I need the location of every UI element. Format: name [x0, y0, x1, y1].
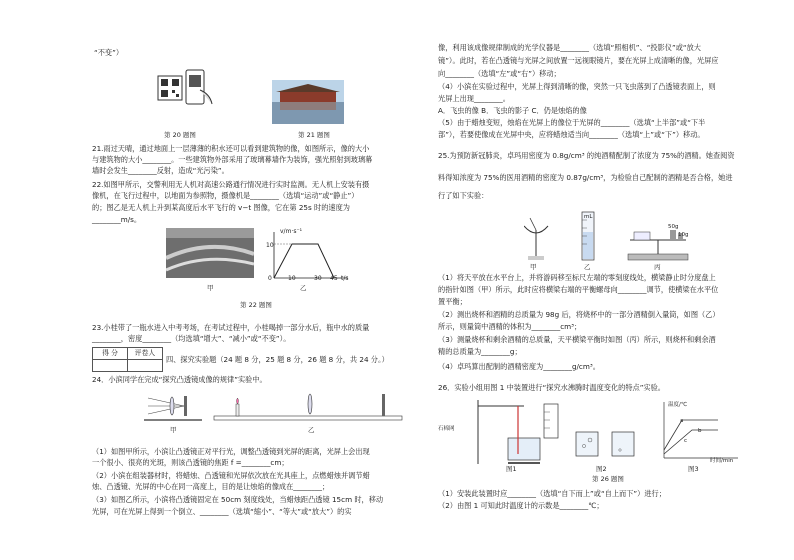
- graph3-curve-label: a: [680, 418, 684, 424]
- question-25-4: （4）卓玛算出配制的酒精密度为________g/cm³。: [438, 362, 600, 371]
- question-24-2: （2）小滨在组装器材时，将蜡烛、凸透镜和光屏依次放在光具座上，点燃蜡烛并调节蜡: [92, 471, 370, 480]
- figure-caption: 第 26 题图: [592, 475, 624, 483]
- weight-label: 10g: [678, 232, 689, 238]
- velocity-time-graph: [260, 228, 352, 286]
- question-23: 23.小桂带了一瓶水进入中考考场，在考试过程中，小桂喝掉一部分水后，瓶中水的质量: [92, 323, 370, 332]
- text-line: 部”），若要使像成在光屏中央，应将蜡烛适当向________（选填“上”或“下”）移动。: [438, 130, 705, 139]
- figure-caption: 图1: [506, 465, 517, 473]
- question-24-2: 烛、凸透镜、光屏的中心在同一高度上，目的是让烛焰的像成在________；: [92, 482, 330, 491]
- question-25-2: （2）测出烧杯和酒精的总质量为 98g 后，将烧杯中的一部分酒精倒入量筒，如图（乙）: [438, 310, 720, 319]
- label-yi: 乙: [300, 284, 307, 292]
- graph3-curve-label: b: [698, 428, 702, 434]
- text-line: 向________（选填“左”或“右”）移动；: [438, 69, 561, 78]
- reviewer-label: 评卷人: [128, 348, 163, 360]
- question-24-1: 一个很小、很亮的光斑，则该凸透镜的焦距 f =________cm；: [92, 458, 289, 467]
- boiling-experiment-figure: [468, 398, 748, 466]
- question-21: 与建筑物的大小________。一些建筑物外部采用了玻璃幕墙作为装饰，强光照射到玻璃幕: [92, 155, 373, 164]
- score-table: [92, 347, 163, 372]
- label-yi: 乙: [308, 426, 315, 434]
- graph-x-label: t/s: [341, 275, 349, 282]
- palace-reflection-photo: [272, 80, 344, 124]
- text-line: “不变”）: [94, 48, 124, 57]
- score-cell: [93, 360, 128, 372]
- question-25-3: 精的总质量为________g；: [438, 347, 522, 356]
- text-line: 镜”）。此时，若在凸透镜与光屏之间放置一远视眼镜片，要在光屏上成清晰的像，光屏应: [438, 56, 719, 65]
- text-line: （5）由于蜡烛变短，烛焰在光屏上的像位于光屏的________（选填“上半部”或“下半: [438, 118, 706, 127]
- balance-cylinder-figure: [524, 206, 698, 264]
- question-25-1: 置平衡；: [438, 297, 467, 306]
- figure-caption: 第 20 题图: [164, 131, 196, 139]
- question-25: 料得知浓度为 75%的医用酒精的密度为 0.87g/cm³，为检验自己配制的酒精是否合格，她进: [438, 173, 733, 182]
- question-21: 21.雨过天晴，通过地面上一层薄薄的积水还可以看到建筑物的像，如图所示，像的大小: [92, 144, 370, 153]
- question-25-2: 所示，则量筒中酒精的体积为________cm³；: [438, 322, 582, 331]
- section-heading: 四、探究实验题（24 题 8 分，25 题 8 分，26 题 8 分，共 24 分。）: [166, 355, 389, 364]
- question-24-1: （1）如图甲所示，小滨让凸透镜正对平行光，调整凸透镜到光屏的距离，光屏上会出现: [92, 447, 370, 456]
- question-21: 墙时会发生________反射，造成“光污染”。: [92, 166, 229, 175]
- figure-caption: 图3: [688, 465, 699, 473]
- cylinder-unit-label: mL: [584, 214, 593, 220]
- weight-label: 50g: [668, 224, 679, 230]
- question-24-3: （3）如图乙所示，小滨将凸透镜固定在 50cm 刻度线处，当蜡烛距凸透镜 15cm 时，移动: [92, 495, 384, 504]
- label-jia: 甲: [207, 284, 214, 292]
- question-22: 22.如图甲所示，交警利用无人机对高速公路通行情况进行实时监测。无人机上安装有摄: [92, 180, 370, 189]
- figure-caption: 第 21 题图: [298, 131, 330, 139]
- question-22: 的；图乙是无人机上升到某高度后水平飞行的 v−t 图像，它在第 25s 时的速度为: [92, 203, 350, 212]
- graph-tick: 10: [288, 275, 296, 282]
- question-24: 24．小滨同学在完成“探究凸透镜成像的规律”实验中。: [92, 375, 267, 384]
- graph-tick: 30: [314, 275, 322, 282]
- label-jia: 甲: [170, 426, 177, 434]
- question-25: 25.为预防新冠肺炎，卓玛用密度为 0.8g/cm³ 的纯酒精配制了浓度为 75%的酒精。她查阅资: [438, 151, 735, 160]
- graph3-curve-label: c: [684, 438, 688, 444]
- question-26-1: （1）安装此装置时应________（选填“自下而上”或“自上而下”）进行；: [438, 489, 666, 498]
- question-25: 行了如下实验：: [438, 191, 489, 200]
- graph-tick: 10: [266, 242, 274, 249]
- asbestos-label: 石棉网: [438, 426, 455, 432]
- optical-bench-figure: [210, 388, 406, 424]
- qr-phone-image: [156, 68, 216, 108]
- label-bing: 丙: [654, 263, 661, 271]
- options-line: A．飞虫的像 B．飞虫的影子 C．仍是烛焰的像: [438, 106, 587, 115]
- question-25-3: （3）测量烧杯和剩余酒精的总质量，天平横梁平衡时如图（丙）所示，则烧杯和剩余酒: [438, 335, 716, 344]
- graph-tick: 45: [330, 275, 338, 282]
- label-yi: 乙: [584, 263, 591, 271]
- question-24-3: 光屏，可在光屏上得到一个倒立、________（选填“缩小”、“等大”或“放大”）的实: [92, 507, 352, 516]
- question-26-2: （2）由图 1 可知此时温度计的示数是________℃；: [438, 501, 604, 510]
- highway-drone-photo: [166, 228, 254, 278]
- text-line: （4）小滨在实验过程中，光屏上得到清晰的像，突然一只飞虫落到了凸透镜表面上，则: [438, 82, 716, 91]
- question-22: ________m/s。: [92, 215, 142, 224]
- graph3-x-label: 时间/min: [710, 458, 734, 464]
- graph-y-label: v/m·s⁻¹: [280, 228, 303, 235]
- reviewer-cell: [128, 360, 163, 372]
- question-26: 26．实验小组用图 1 中装置进行“探究水沸腾时温度变化的特点”实验。: [438, 383, 665, 392]
- score-label: 得 分: [93, 348, 128, 360]
- text-line: 光屏上出现________。: [438, 94, 510, 103]
- question-25-1: 的指针如图（甲）所示，此时应将横梁右端的平衡螺母向________调节，使横梁在水平位: [438, 285, 719, 294]
- label-jia: 甲: [530, 263, 537, 271]
- graph3-y-label: 温度/℃: [668, 402, 688, 408]
- question-25-1: （1）将天平放在水平台上，并将游码移至标尺左端的零刻度线处，横梁静止时分度盘上: [438, 273, 716, 282]
- figure-caption: 图2: [596, 465, 607, 473]
- text-line: 像，利用该成像规律制成的光学仪器是________（选填“照相机”、“投影仪”或“放大: [438, 43, 701, 52]
- lens-parallel-light-figure: [144, 388, 202, 424]
- question-23: ________，密度________（均选填“增大”、“减小”或“不变”）。: [92, 334, 291, 343]
- question-22: 像机，在飞行过程中，以地面为参照物，摄像机是________（选填“运动”或“静止”）: [92, 191, 359, 200]
- graph-tick: 0: [268, 275, 272, 282]
- figure-caption: 第 22 题图: [240, 301, 272, 309]
